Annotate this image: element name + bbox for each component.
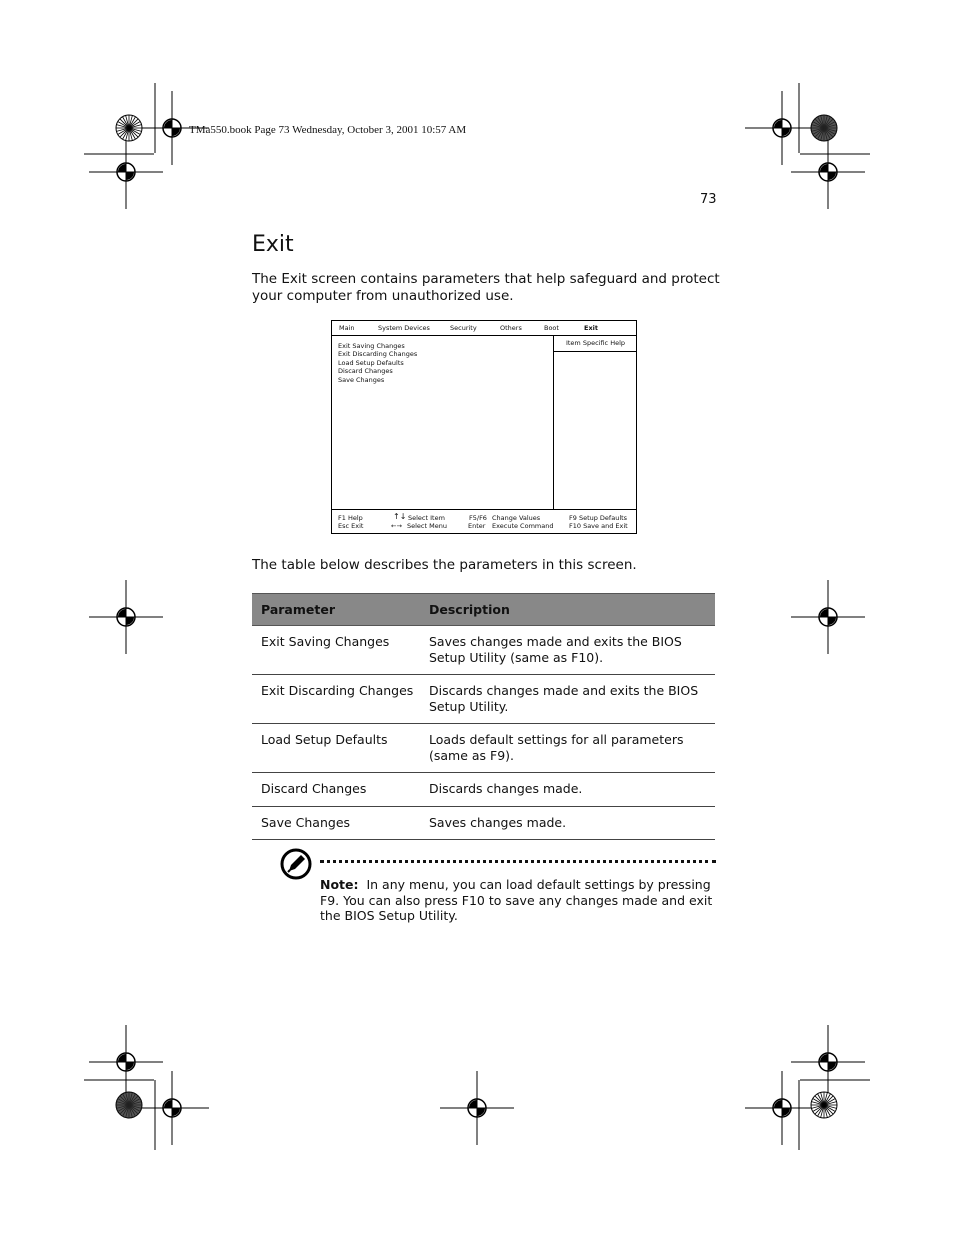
key-change-values: Change Values xyxy=(492,514,541,522)
bios-menu-boot: Boot xyxy=(544,324,559,332)
bios-menu-exit: Exit xyxy=(584,324,598,332)
registration-target-icon xyxy=(440,1071,514,1145)
column-header-description: Description xyxy=(420,594,715,626)
note-label: Note: xyxy=(320,877,359,892)
parameter-cell: Discard Changes xyxy=(252,773,420,807)
section-title: Exit xyxy=(252,232,294,257)
bios-key-legend xyxy=(332,509,636,534)
registration-target-icon xyxy=(89,135,163,209)
bios-item: Save Changes xyxy=(338,375,385,384)
key-f1-help: F1 Help xyxy=(338,514,363,522)
parameter-cell: Exit Saving Changes xyxy=(252,626,420,675)
note-text xyxy=(320,877,715,924)
registration-target-icon xyxy=(791,1025,865,1099)
key-select-item: Select Item xyxy=(408,514,445,522)
note-body: In any menu, you can load default settings by pressing F9. You can also press F10 to save any changes made and exit the BIOS Setup Utility. xyxy=(320,877,713,923)
bios-exit-screen xyxy=(331,320,637,534)
bios-item-list xyxy=(338,342,417,384)
table-row xyxy=(252,724,715,773)
bios-item: Exit Saving Changes xyxy=(338,342,405,350)
page-number: 73 xyxy=(700,192,717,207)
key-f10-save-exit: F10 Save and Exit xyxy=(569,522,628,530)
key-f5f6: F5/F6 xyxy=(469,514,487,522)
bios-help-panel xyxy=(553,336,637,509)
key-f9-setup-defaults: F9 Setup Defaults xyxy=(569,514,628,522)
registration-target-icon xyxy=(791,580,865,654)
description-cell: Saves changes made. xyxy=(420,806,715,840)
description-cell: Saves changes made and exits the BIOS Setup Utility (same as F10). xyxy=(420,626,715,675)
starburst-mark-icon xyxy=(116,115,142,141)
registration-target-icon xyxy=(135,1071,209,1145)
bios-menu-others: Others xyxy=(500,324,522,332)
bios-menu-bar xyxy=(332,321,636,336)
bios-menu-system-devices: System Devices xyxy=(378,324,430,332)
note-pen-icon xyxy=(280,848,312,880)
description-cell: Discards changes made. xyxy=(420,773,715,807)
registration-target-icon xyxy=(791,135,865,209)
key-select-menu: Select Menu xyxy=(407,522,447,530)
table-row xyxy=(252,626,715,675)
left-right-arrows-icon: ←→ xyxy=(391,522,402,530)
starburst-mark-icon xyxy=(116,1092,142,1118)
table-row xyxy=(252,806,715,840)
parameter-cell: Exit Discarding Changes xyxy=(252,675,420,724)
registration-target-icon xyxy=(745,1071,819,1145)
key-execute-command: Execute Command xyxy=(492,522,554,530)
bios-menu-security: Security xyxy=(450,324,477,332)
column-header-parameter: Parameter xyxy=(252,594,420,626)
table-intro: The table below describes the parameters in this screen. xyxy=(252,557,637,573)
key-esc-exit: Esc Exit xyxy=(338,522,364,530)
table-row xyxy=(252,773,715,807)
registration-target-icon xyxy=(89,580,163,654)
description-cell: Discards changes made and exits the BIOS Setup Utility. xyxy=(420,675,715,724)
table-header-row xyxy=(252,594,715,626)
bios-item: Discard Changes xyxy=(338,367,393,376)
bios-item: Load Setup Defaults xyxy=(338,358,404,367)
key-enter: Enter xyxy=(468,522,486,530)
starburst-mark-icon xyxy=(811,1092,837,1118)
bios-help-title: Item Specific Help xyxy=(554,336,637,352)
parameter-table xyxy=(252,593,715,840)
parameter-cell: Save Changes xyxy=(252,806,420,840)
up-down-arrows-icon: ↑↓ xyxy=(393,512,407,521)
table-row xyxy=(252,675,715,724)
bios-item: Exit Discarding Changes xyxy=(338,350,418,359)
registration-target-icon xyxy=(89,1025,163,1099)
note-divider xyxy=(320,860,716,863)
parameter-cell: Load Setup Defaults xyxy=(252,724,420,773)
print-header: TMa550.book Page 73 Wednesday, October 3, 2001 10:57 AM xyxy=(189,124,467,136)
starburst-mark-icon xyxy=(811,115,837,141)
section-intro: The Exit screen contains parameters that help safeguard and protect your computer from unauthorized use. xyxy=(252,271,720,304)
description-cell: Loads default settings for all parameters (same as F9). xyxy=(420,724,715,773)
bios-menu-main: Main xyxy=(339,324,355,332)
